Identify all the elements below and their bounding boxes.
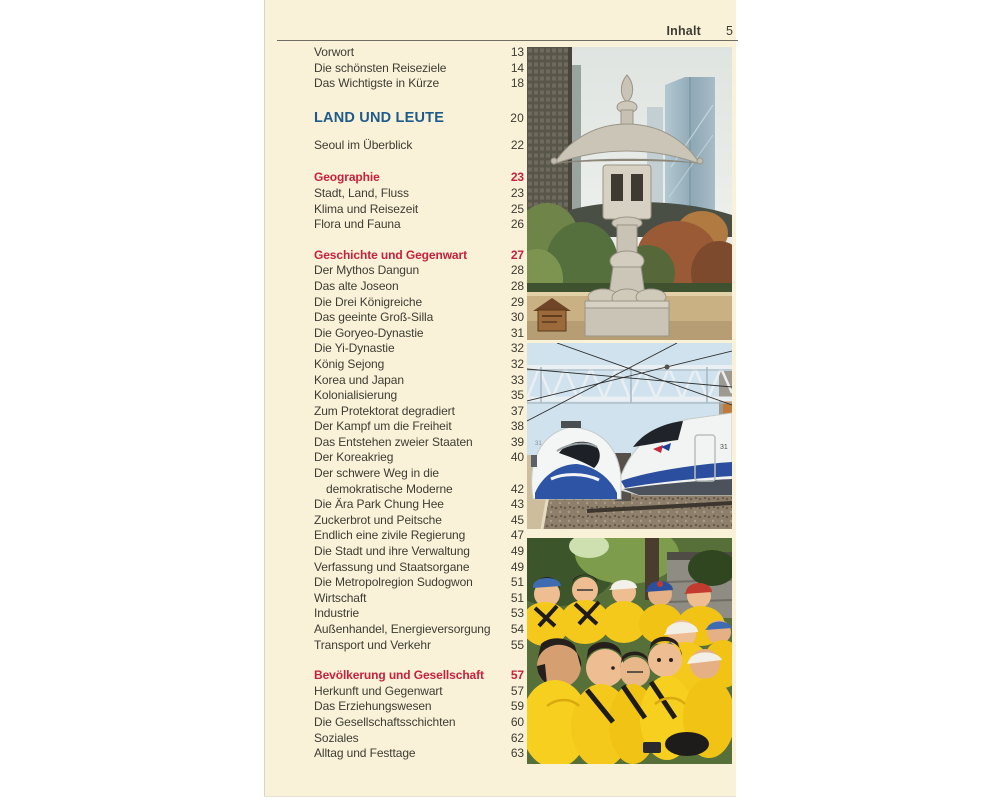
photo-stone-lantern-skyline [527, 47, 732, 340]
toc-entry-page: 35 [510, 388, 524, 403]
toc-entry-page: 55 [510, 637, 524, 652]
toc-entry-page: 43 [510, 497, 524, 512]
toc-entry [314, 310, 524, 326]
toc-entry [314, 513, 524, 529]
toc-entry [314, 497, 524, 513]
toc-entry-page: 59 [510, 699, 524, 714]
toc-entry [314, 606, 524, 622]
toc-entry-label: Die Ära Park Chung Hee [314, 497, 444, 512]
toc-entry-label: Zuckerbrot und Peitsche [314, 512, 442, 527]
toc-entry [314, 466, 524, 482]
toc-entry [314, 170, 524, 186]
toc-entry [314, 76, 524, 92]
toc-entry-page [498, 466, 524, 482]
toc-entry [314, 341, 524, 357]
toc-entry-page: 53 [510, 606, 524, 621]
toc-entry-label: Die Goryeo-Dynastie [314, 325, 424, 340]
toc-entry-page: 60 [510, 714, 524, 729]
toc-entry-label: Alltag und Festtage [314, 746, 416, 761]
header-title: Inhalt [666, 24, 701, 38]
toc-entry-page: 20 [510, 110, 524, 125]
photo-children-yellow-shirts [527, 538, 732, 764]
toc-entry [314, 699, 524, 715]
toc-entry-page: 18 [510, 76, 524, 91]
toc-entry-label: Herkunft und Gegenwart [314, 683, 443, 698]
toc-entry-page: 23 [510, 170, 524, 185]
toc-entry [314, 591, 524, 607]
toc-entry-page: 62 [510, 730, 524, 745]
toc-entry-page: 22 [510, 137, 524, 152]
toc-entry [314, 435, 524, 451]
toc-entry-label: Das Wichtigste in Kürze [314, 76, 440, 91]
toc-entry-label: Industrie [314, 606, 360, 621]
toc-entry [314, 279, 524, 295]
toc-entry-page: 49 [510, 559, 524, 574]
toc-entry-label: Seoul im Überblick [314, 137, 413, 152]
toc-entry [314, 404, 524, 420]
toc-entry-page: 38 [510, 419, 524, 434]
toc-entry [314, 138, 524, 154]
toc-entry-label: Die Stadt und ihre Verwaltung [314, 544, 470, 559]
toc-entry-page: 30 [510, 310, 524, 325]
toc-entry-page: 31 [510, 325, 524, 340]
toc-entry [314, 373, 524, 389]
toc-entry-label: Bevölkerung und Gesellschaft [314, 668, 484, 683]
toc-entry [314, 202, 524, 218]
toc-entry-label: Das geeinte Groß-Silla [314, 310, 434, 325]
toc-list [314, 45, 524, 762]
toc-entry [314, 575, 524, 591]
toc-entry-page: 51 [510, 575, 524, 590]
toc-entry [314, 419, 524, 435]
toc-entry [314, 731, 524, 747]
toc-entry [314, 357, 524, 373]
toc-entry [314, 388, 524, 404]
toc-entry-label: Der schwere Weg in die [314, 466, 439, 481]
toc-entry-page: 33 [510, 372, 524, 387]
toc-entry-label: Außenhandel, Energieversorgung [314, 622, 491, 636]
toc-entry-label: Geographie [314, 170, 380, 185]
toc-entry-page: 27 [510, 247, 524, 262]
toc-entry [314, 668, 524, 684]
toc-entry [314, 528, 524, 544]
toc-entry-label: Verfassung und Staatsorgane [314, 559, 470, 574]
toc-entry-page: 14 [510, 60, 524, 75]
toc-entry [314, 684, 524, 700]
toc-entry-label: Kolonialisierung [314, 388, 398, 403]
toc-entry-page: 37 [510, 403, 524, 418]
toc-entry [314, 746, 524, 762]
toc-entry-label: Das alte Joseon [314, 278, 399, 293]
children-illustration [527, 538, 732, 764]
toc-entry [314, 482, 524, 498]
toc-entry-label: Das Erziehungswesen [314, 699, 432, 714]
toc-entry-label: Transport und Verkehr [314, 637, 431, 652]
toc-entry-page: 32 [510, 356, 524, 371]
toc-entry-label: Klima und Reisezeit [314, 201, 419, 216]
toc-entry-page: 63 [510, 746, 524, 761]
toc-entry [314, 638, 524, 654]
toc-entry-page: 57 [510, 668, 524, 683]
toc-entry [314, 61, 524, 77]
toc-entry-label: Soziales [314, 730, 359, 745]
toc-entry [314, 248, 524, 264]
toc-entry-page: 40 [510, 450, 524, 465]
toc-entry [314, 263, 524, 279]
toc-entry-label: Die Gesellschaftsschichten [314, 714, 456, 729]
toc-entry-label: Wirtschaft [314, 590, 367, 605]
toc-entry [314, 326, 524, 342]
toc-entry [314, 45, 524, 61]
toc-entry [314, 108, 524, 128]
stone-lantern-illustration [527, 47, 732, 340]
toc-entry [314, 560, 524, 576]
toc-entry [314, 295, 524, 311]
toc-entry-label: Geschichte und Gegenwart [314, 247, 467, 262]
toc-entry [314, 715, 524, 731]
toc-entry-label: Die Drei Königreiche [314, 294, 423, 309]
toc-entry-label: demokratische Moderne [326, 481, 453, 496]
toc-entry-label: Flora und Fauna [314, 217, 401, 232]
toc-entry-page: 57 [510, 683, 524, 698]
toc-entry-label: Stadt, Land, Fluss [314, 185, 409, 200]
toc-entry-page: 28 [510, 263, 524, 278]
toc-entry-label: Vorwort [314, 45, 354, 59]
toc-entry-page: 28 [510, 278, 524, 293]
toc-entry-label: Korea und Japan [314, 372, 404, 387]
toc-entry-label: Die schönsten Reiseziele [314, 60, 447, 75]
toc-entry-page: 13 [510, 45, 524, 59]
header-page-number: 5 [726, 24, 733, 38]
toc-entry-page: 45 [510, 512, 524, 527]
toc-entry-page: 42 [510, 481, 524, 496]
toc-entry-label: Das Entstehen zweier Staaten [314, 434, 473, 449]
toc-entry-page: 29 [510, 294, 524, 309]
photo-ktx-trains [527, 343, 732, 529]
toc-entry [314, 544, 524, 560]
toc-entry-page: 39 [510, 434, 524, 449]
toc-entry-label: Endlich eine zivile Regierung [314, 528, 466, 543]
toc-entry-label: Zum Protektorat degradiert [314, 403, 455, 418]
toc-entry-label: Die Yi-Dynastie [314, 341, 395, 356]
toc-entry-page: 25 [510, 201, 524, 216]
photo-column [527, 0, 732, 796]
toc-entry-label: Die Metropolregion Sudogwon [314, 575, 473, 590]
book-page [264, 0, 736, 796]
toc-entry-page: 47 [510, 528, 524, 543]
toc-entry-page: 51 [510, 590, 524, 605]
toc-entry-label: Der Kampf um die Freiheit [314, 419, 452, 434]
ktx-trains-illustration [527, 343, 732, 529]
toc-entry-label: Der Koreakrieg [314, 450, 394, 465]
toc-entry [314, 186, 524, 202]
toc-entry [314, 450, 524, 466]
toc-entry-label: König Sejong [314, 356, 385, 371]
toc-entry-page: 32 [510, 341, 524, 356]
toc-entry-page: 49 [510, 544, 524, 559]
toc-entry-page: 23 [510, 185, 524, 200]
toc-entry-page: 54 [510, 622, 524, 636]
svg-text:31: 31 [720, 444, 728, 451]
toc-entry [314, 622, 524, 638]
toc-entry [314, 217, 524, 233]
toc-entry-page: 26 [510, 217, 524, 232]
toc-entry-label: Der Mythos Dangun [314, 263, 420, 278]
toc-entry-label: LAND UND LEUTE [314, 109, 445, 126]
svg-text:31: 31 [535, 441, 542, 447]
